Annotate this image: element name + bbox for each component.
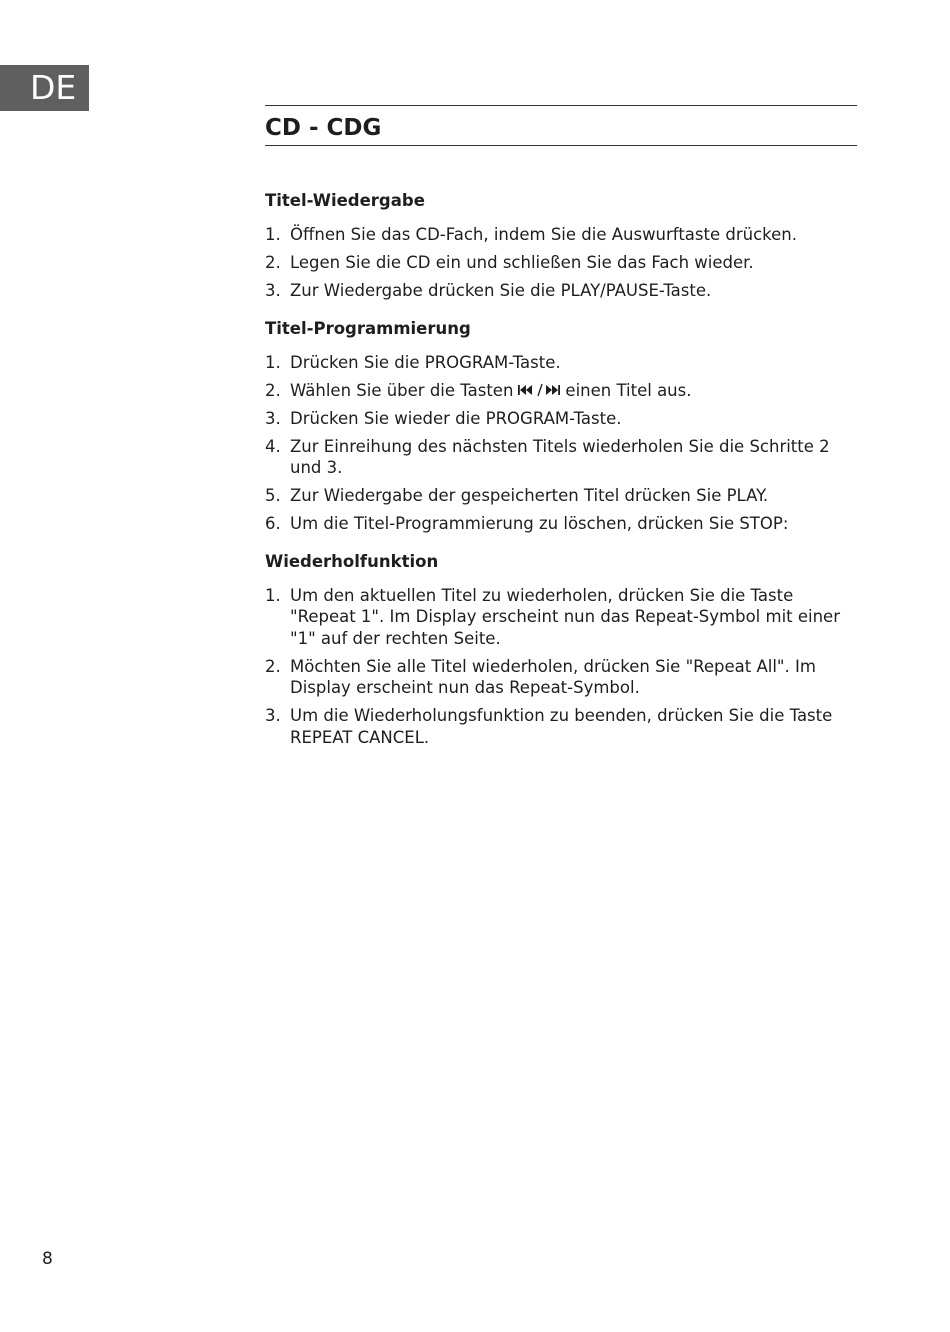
list-item [265, 408, 857, 430]
step-text-after-icon: einen Titel aus. [565, 380, 692, 400]
step-text: Möchten Sie alle Titel wiederholen, drücken Sie "Repeat All". Im Display erscheint nun das Repeat-Symbol. [290, 656, 816, 697]
step-text: Drücken Sie die PROGRAM-Taste. [290, 352, 561, 372]
list-item [265, 280, 857, 302]
list-item [265, 436, 857, 479]
step-text: Zur Wiedergabe drücken Sie die PLAY/PAUSE-Taste. [290, 281, 712, 300]
steps-list-wiederholfunktion [265, 585, 857, 749]
step-number: 2. [265, 253, 281, 272]
step-number: 2. [265, 656, 281, 676]
step-text: Drücken Sie wieder die PROGRAM-Taste. [290, 408, 622, 428]
list-item [265, 352, 857, 374]
section-heading-wiederholfunktion: Wiederholfunktion [265, 551, 439, 571]
list-item [265, 252, 857, 274]
title-box [265, 105, 857, 146]
step-text: Um die Wiederholungsfunktion zu beenden, drücken Sie die Taste REPEAT CANCEL. [290, 706, 833, 747]
section-heading-titel-programmierung: Titel-Programmierung [265, 318, 471, 338]
step-text: Um den aktuellen Titel zu wiederholen, drücken Sie die Taste "Repeat 1". Im Display erscheint nun das Repeat-Symbol mit einer "1" auf der rechten Seite. [290, 585, 840, 648]
list-item [265, 224, 857, 246]
step-number: 5. [265, 486, 281, 505]
steps-list-titel-programmierung [265, 352, 857, 535]
step-text: Legen Sie die CD ein und schließen Sie das Fach wieder. [290, 253, 754, 272]
list-item [265, 585, 857, 650]
step-text-before-icon: Wählen Sie über die Tasten [290, 380, 514, 400]
step-number: 3. [265, 706, 281, 725]
list-item [265, 513, 857, 535]
step-text: Zur Einreihung des nächsten Titels wiederholen Sie die Schritte 2 und 3. [290, 436, 830, 477]
step-number: 1. [265, 585, 281, 605]
step-number: 1. [265, 225, 281, 244]
skip-previous-next-icon [517, 383, 561, 397]
step-number: 2. [265, 380, 281, 400]
list-item [265, 380, 857, 402]
page-content [265, 105, 857, 755]
language-tab: DE [0, 65, 89, 111]
step-number: 4. [265, 436, 281, 456]
step-number: 6. [265, 514, 281, 533]
steps-list-titel-wiedergabe [265, 224, 857, 302]
step-text: Zur Wiedergabe der gespeicherten Titel drücken Sie PLAY. [290, 486, 769, 505]
step-number: 3. [265, 281, 281, 300]
list-item [265, 705, 857, 748]
list-item [265, 656, 857, 699]
list-item [265, 485, 857, 507]
step-number: 1. [265, 352, 281, 372]
step-number: 3. [265, 408, 281, 428]
step-text: Um die Titel-Programmierung zu löschen, drücken Sie STOP: [290, 514, 789, 533]
section-heading-titel-wiedergabe: Titel-Wiedergabe [265, 191, 425, 210]
page-number: 8 [42, 1249, 53, 1269]
step-text: Öffnen Sie das CD-Fach, indem Sie die Auswurftaste drücken. [290, 225, 797, 244]
page-title: CD - CDG [265, 115, 382, 141]
